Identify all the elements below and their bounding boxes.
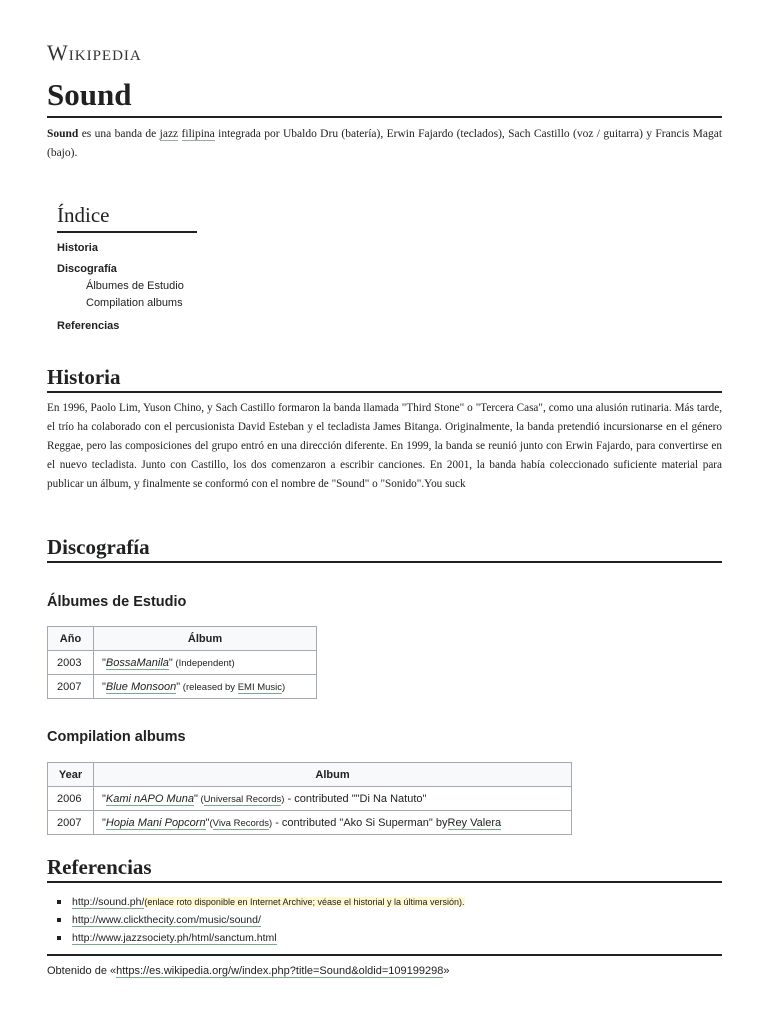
cell-year: 2007 bbox=[48, 675, 94, 699]
cell-album bbox=[94, 811, 572, 835]
column-header-year: Year bbox=[48, 763, 94, 787]
table-header-row bbox=[48, 627, 317, 651]
list-item bbox=[57, 929, 465, 947]
list-item bbox=[57, 893, 465, 911]
note-text: (released by bbox=[180, 681, 238, 693]
album-link[interactable]: Hopia Mani Popcorn bbox=[105, 816, 206, 829]
historia-paragraph: En 1996, Paolo Lim, Yuson Chino, y Sach Castillo formaron la banda llamada "Third Stone" o "Tercera Casa", como una alusión rutinaria. Más tarde, el trío ha colaborado con el percusionista David Esteban y el tecladista James Bitanga. Originalmente, la banda pretendió incursionarse en el género Reggae, pero las composiciones del grupo entró en una dirección diferente. En 1999, la banda se reunió junto con Erwin Fajardo, para convertirse en el nuevo tecladista. Junto con Castillo, los dos comenzaron a escribir canciones. En 2001, la banda había coleccionado suficiente material para publicar un álbum, y finalmente se conformó con el nombre de "Sound" o "Sonido".You suck bbox=[47, 402, 722, 490]
quote: " bbox=[168, 656, 173, 669]
cell-album bbox=[94, 675, 317, 699]
lead-subject: Sound bbox=[47, 128, 79, 140]
album-note bbox=[180, 682, 285, 694]
bullet-icon bbox=[57, 900, 61, 904]
quote: " bbox=[102, 656, 106, 669]
page-title: Sound bbox=[47, 76, 722, 118]
heading-albumes-estudio: Álbumes de Estudio bbox=[47, 594, 187, 610]
table-of-contents bbox=[57, 201, 257, 335]
lead-paragraph bbox=[47, 125, 722, 163]
cell-album bbox=[94, 651, 317, 675]
wikipedia-logo[interactable]: Wikipedia bbox=[47, 40, 142, 65]
record-label-link[interactable]: Universal Records bbox=[203, 793, 282, 805]
references-list bbox=[57, 893, 465, 947]
cell-year: 2007 bbox=[48, 811, 94, 835]
heading-discografia: Discografía bbox=[47, 534, 722, 563]
quote: " bbox=[176, 680, 181, 693]
toc-item-discografia[interactable]: Discografía bbox=[57, 263, 117, 275]
table-header-row bbox=[48, 763, 572, 787]
table-row bbox=[48, 787, 572, 811]
cell-year: 2003 bbox=[48, 651, 94, 675]
column-header-album: Álbum bbox=[94, 627, 317, 651]
note-text: ) bbox=[268, 817, 273, 829]
quote: " bbox=[193, 792, 198, 805]
toc-title: Índice bbox=[57, 201, 197, 233]
link-jazz[interactable]: jazz bbox=[159, 128, 179, 140]
studio-albums-table bbox=[47, 626, 317, 699]
toc-item-compilation-albums[interactable]: Compilation albums bbox=[86, 297, 183, 309]
note-text: ( bbox=[197, 793, 204, 805]
link-filipina[interactable]: filipina bbox=[181, 128, 215, 140]
reference-link[interactable]: http://sound.ph/ bbox=[72, 896, 145, 908]
column-header-year: Año bbox=[48, 627, 94, 651]
cell-year: 2006 bbox=[48, 787, 94, 811]
toc-item-albumes-estudio[interactable]: Álbumes de Estudio bbox=[86, 280, 184, 292]
album-link[interactable]: Kami nAPO Muna bbox=[105, 792, 194, 805]
quote: " bbox=[205, 816, 210, 829]
note-text: ) bbox=[281, 793, 285, 805]
cell-album bbox=[94, 787, 572, 811]
reference-note[interactable]: (enlace roto disponible en Internet Archive; véase el historial y la última versión). bbox=[144, 897, 465, 907]
record-label-link[interactable]: EMI Music bbox=[237, 681, 283, 693]
contribution-text: - contributed ""Di Na Natuto" bbox=[284, 792, 427, 805]
record-label-link[interactable]: Viva Records bbox=[212, 817, 269, 829]
note-text: ) bbox=[231, 657, 235, 669]
heading-referencias: Referencias bbox=[47, 854, 722, 883]
lead-text-rest: integrada por Ubaldo Dru (batería), Erwin Fajardo (teclados), Sach Castillo (voz / guitarra) y Francis Magat (bajo). bbox=[47, 128, 723, 159]
album-link[interactable]: BossaManila bbox=[105, 656, 169, 669]
table-row bbox=[48, 811, 572, 835]
contribution-text: - contributed "Ako Si Superman" by bbox=[272, 816, 448, 829]
column-header-album: Album bbox=[94, 763, 572, 787]
toc-item-historia[interactable]: Historia bbox=[57, 242, 98, 254]
quote: " bbox=[102, 816, 106, 829]
note-text: ( bbox=[172, 657, 179, 669]
album-note bbox=[173, 658, 235, 669]
note-text: ( bbox=[209, 817, 213, 829]
bullet-icon bbox=[57, 918, 61, 922]
toc-item-referencias[interactable]: Referencias bbox=[57, 320, 120, 332]
footer-permalink[interactable]: https://es.wikipedia.org/w/index.php?title=Sound&oldid=109199298 bbox=[116, 965, 444, 977]
reference-link[interactable]: http://www.clickthecity.com/music/sound/ bbox=[72, 914, 261, 926]
table-row bbox=[48, 675, 317, 699]
footer-suffix: » bbox=[443, 965, 450, 977]
quote: " bbox=[102, 680, 106, 693]
footer-prefix: Obtenido de « bbox=[47, 965, 117, 977]
heading-compilation-albums: Compilation albums bbox=[47, 729, 186, 745]
table-row bbox=[48, 651, 317, 675]
footer-source bbox=[47, 962, 449, 980]
list-item bbox=[57, 911, 465, 929]
compilation-albums-table bbox=[47, 762, 572, 835]
heading-historia: Historia bbox=[47, 364, 722, 393]
lead-text: es una banda de bbox=[78, 128, 160, 140]
bullet-icon bbox=[57, 936, 61, 940]
artist-link[interactable]: Rey Valera bbox=[447, 816, 502, 829]
note-text: ) bbox=[282, 681, 286, 693]
album-link[interactable]: Blue Monsoon bbox=[105, 680, 177, 693]
record-label: Independent bbox=[178, 657, 232, 669]
reference-link[interactable]: http://www.jazzsociety.ph/html/sanctum.html bbox=[72, 932, 277, 944]
footer-divider bbox=[47, 954, 722, 956]
quote: " bbox=[102, 792, 106, 805]
